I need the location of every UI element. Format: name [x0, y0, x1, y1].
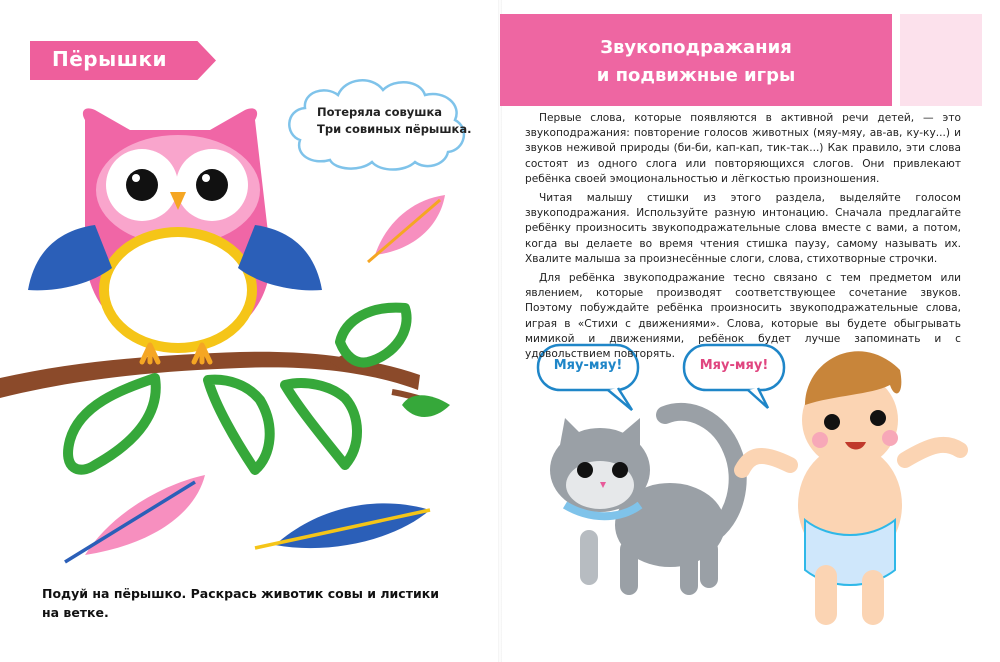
paragraph-3: Для ребёнка звукоподражание тесно связано с тем предметом или явлением, которые производят соответствующее сочетание звуков. Поэтому побуждайте ребёнка произносить звукоподражательные слова, играя в «Стихи с движениями». Слова, которые вы будете обыгрывать мимикой и движениями, ребёнок будет лучше запоминать и с удовольствием повторять.: [525, 272, 961, 361]
header-ball-box: [900, 14, 982, 106]
cloud-poem: [317, 104, 477, 138]
paragraph-1: Первые слова, которые появляются в активной речи детей, — это звукоподражания: повторение голосов животных (мяу-мяу, ав-ав, ку-ку...) и звуков неживой природы (би-би, кап-кап, тик-так...) Как правило, эти слова состоят из одного слога или повторяющихся слогов. Они привлекают ребёнка своей эмоциональностью и лёгкостью произношения.: [525, 112, 961, 185]
baby: [742, 351, 960, 625]
instruction-line-1: Подуй на пёрышко. Раскрась животик совы и листики: [42, 586, 439, 601]
section-title: Пёрышки: [52, 47, 168, 71]
cloud-line-1: Потеряла совушка: [317, 105, 443, 119]
owl: [28, 108, 322, 362]
leaf-2: [208, 380, 270, 470]
body-text: [525, 111, 961, 366]
leaf-1: [68, 378, 156, 470]
paragraph-2: Читая малышу стишки из этого раздела, выделяйте голосом звукоподражания. Используйте разную интонацию. Сначала предлагайте ребёнку произносить звукоподражательные слова вместе с вами, а потом, когда вы делаете во время чтения стишка паузу, самому называть их. Хвалите малыша за произнесённые слоги, слова, стихотворные строчки.: [525, 192, 961, 265]
instruction-line-2: на ветке.: [42, 605, 109, 620]
cat: [550, 412, 738, 595]
leaf-4: [340, 308, 407, 363]
activity-instruction: [42, 584, 442, 622]
chapter-title-line-1: Звукоподражания: [600, 37, 792, 58]
leaves: [68, 308, 407, 470]
cat-bubble-text: Мяу-мяу!: [553, 358, 623, 373]
chapter-title-line-2: и подвижные игры: [596, 65, 796, 86]
leaf-3: [285, 383, 357, 465]
leaf-5: [402, 395, 450, 417]
cloud-line-2: Три совиных пёрышка.: [317, 122, 472, 136]
chapter-title: [500, 34, 892, 90]
baby-bubble-text: Мяу-мяу!: [699, 358, 769, 373]
